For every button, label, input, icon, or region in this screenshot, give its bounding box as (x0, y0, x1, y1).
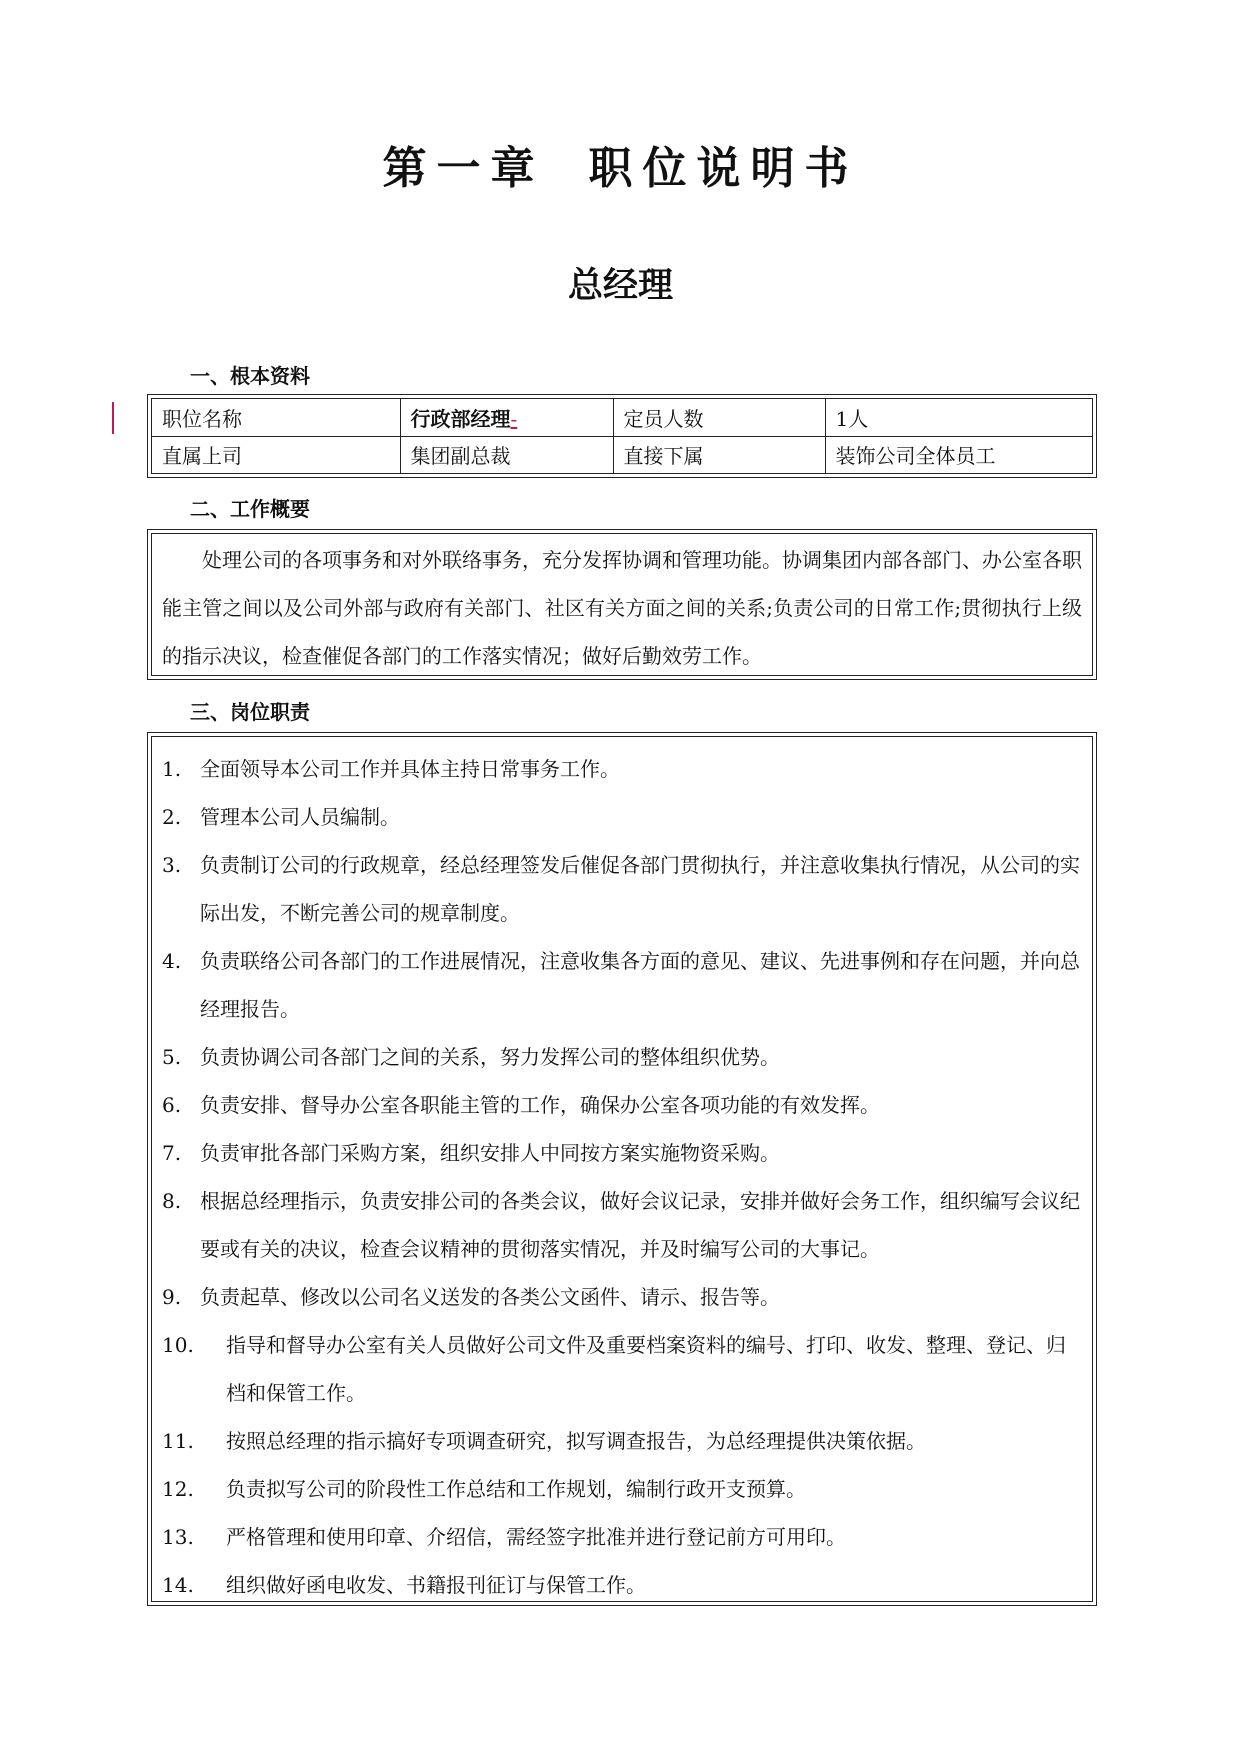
list-item (162, 1273, 1082, 1321)
list-item (162, 1177, 1082, 1273)
section-basic-info-heading: 一、根本资料 (190, 364, 310, 388)
section-duties-heading: 三、岗位职责 (190, 700, 310, 724)
duty-text: 全面领导本公司工作并具体主持日常事务工作。 (200, 757, 620, 781)
duty-text: 根据总经理指示，负责安排公司的各类会议，做好会议记录，安排并做好会务工作，组织编写会议纪要或有关的决议，检查会议精神的贯彻落实情况，并及时编写公司的大事记。 (200, 1189, 1080, 1261)
section-summary-heading: 二、工作概要 (190, 497, 310, 521)
list-item (162, 1033, 1082, 1081)
list-item (162, 793, 1082, 841)
duty-text: 负责安排、督导办公室各职能主管的工作，确保办公室各项功能的有效发挥。 (200, 1093, 880, 1117)
duty-number: 5. (162, 1045, 182, 1069)
job-title: 总经理 (567, 266, 673, 306)
duty-text: 负责制订公司的行政规章，经总经理签发后催促各部门贯彻执行，并注意收集执行情况，从公司的实际出发，不断完善公司的规章制度。 (200, 853, 1080, 925)
duty-text: 按照总经理的指示搞好专项调查研究，拟写调查报告，为总经理提供决策依据。 (226, 1429, 926, 1453)
chapter-title (0, 132, 1241, 196)
table-row (152, 399, 1092, 436)
duty-text: 负责协调公司各部门之间的关系，努力发挥公司的整体组织优势。 (200, 1045, 780, 1069)
list-item (162, 1081, 1082, 1129)
table-cell: 集团副总裁 (400, 436, 613, 473)
table-row (152, 436, 1092, 473)
duty-text: 严格管理和使用印章、介绍信，需经签字批准并进行登记前方可用印。 (226, 1525, 846, 1549)
list-item (162, 1129, 1082, 1177)
duty-text: 负责起草、修改以公司名义送发的各类公文函件、请示、报告等。 (200, 1285, 780, 1309)
duty-text: 指导和督导办公室有关人员做好公司文件及重要档案资料的编号、打印、收发、整理、登记、归档和保管工作。 (226, 1333, 1066, 1405)
duty-number: 3. (162, 853, 182, 877)
position-value: 行政部经理 (410, 406, 511, 431)
duty-number: 10. (162, 1333, 194, 1357)
basic-info-table-frame (147, 394, 1097, 478)
revision-margin-mark (112, 402, 114, 434)
duty-text: 管理本公司人员编制。 (200, 805, 400, 829)
chapter-number: 第一章 (382, 143, 545, 194)
table-cell: 直属上司 (152, 436, 400, 473)
duty-number: 13. (162, 1525, 194, 1549)
duty-number: 2. (162, 805, 182, 829)
duty-number: 9. (162, 1285, 182, 1309)
duty-number: 1. (162, 757, 182, 781)
list-item (162, 1561, 1082, 1609)
duty-text: 组织做好函电收发、书籍报刊征订与保管工作。 (226, 1573, 646, 1597)
duty-number: 14. (162, 1573, 194, 1597)
duty-number: 6. (162, 1093, 182, 1117)
summary-text: 处理公司的各项事务和对外联络事务，充分发挥协调和管理功能。协调集团内部各部门、办公室各职能主管之间以及公司外部与政府有关部门、社区有关方面之间的关系;负责公司的日常工作;贯彻执行上级的指示决议，检查催促各部门的工作落实情况；做好后勤效劳工作。 (162, 548, 1082, 668)
list-item (162, 937, 1082, 1033)
table-cell-position (400, 399, 613, 436)
duty-number: 12. (162, 1477, 194, 1501)
duty-text: 负责联络公司各部门的工作进展情况，注意收集各方面的意见、建议、先进事例和存在问题，并向总经理报告。 (200, 949, 1080, 1021)
list-item (162, 1417, 1082, 1465)
summary-box (147, 529, 1097, 680)
duty-text: 负责拟写公司的阶段性工作总结和工作规划，编制行政开支预算。 (226, 1477, 806, 1501)
table-cell: 1人 (825, 399, 1092, 436)
duty-number: 11. (162, 1429, 194, 1453)
list-item (162, 745, 1082, 793)
table-cell: 直接下属 (613, 436, 825, 473)
duty-number: 8. (162, 1189, 182, 1213)
list-item (162, 841, 1082, 937)
table-cell: 定员人数 (613, 399, 825, 436)
table-cell: 职位名称 (152, 399, 400, 436)
duties-list (152, 737, 1092, 1609)
duties-box (147, 732, 1097, 1606)
chapter-name: 职位说明书 (588, 143, 859, 194)
list-item (162, 1465, 1082, 1513)
revision-mark: - (510, 406, 518, 431)
table-cell: 装饰公司全体员工 (825, 436, 1092, 473)
basic-info-table (152, 399, 1092, 473)
list-item (162, 1321, 1082, 1417)
duty-text: 负责审批各部门采购方案，组织安排人中同按方案实施物资采购。 (200, 1141, 780, 1165)
duty-number: 7. (162, 1141, 182, 1165)
list-item (162, 1513, 1082, 1561)
duty-number: 4. (162, 949, 182, 973)
